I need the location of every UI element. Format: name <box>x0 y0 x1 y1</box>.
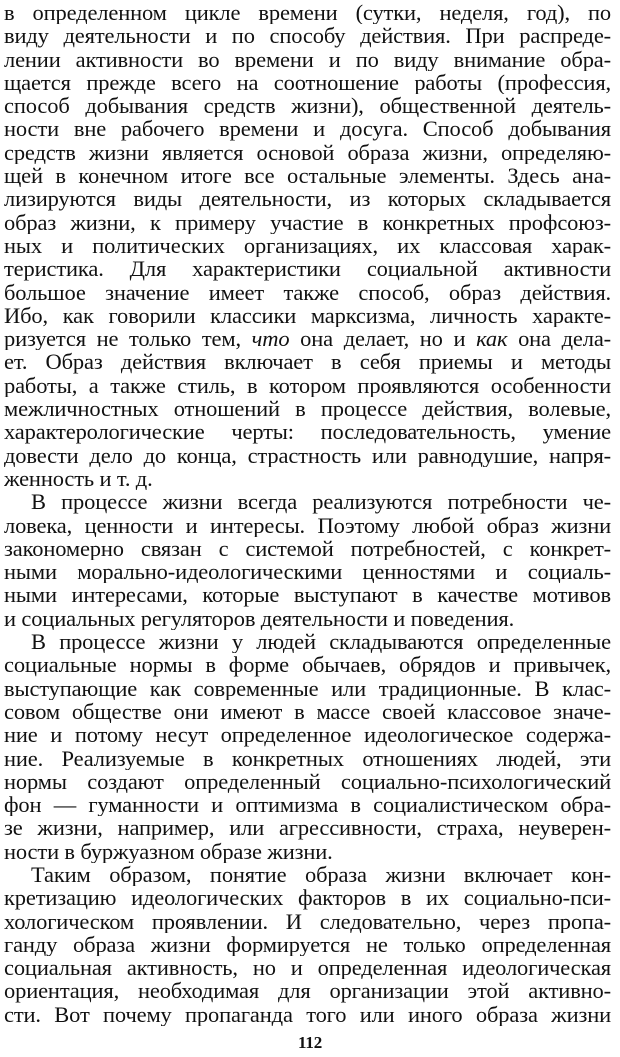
text-line: совом обществе они имеют в массе своей классовое значе- <box>4 699 611 724</box>
text-line: ние и потому несут определенное идеологическое содержа- <box>4 723 611 747</box>
text-line: женность и т. д. <box>4 466 153 491</box>
text-line: щей в конечном итоге все остальные элементы. Здесь ана- <box>4 164 611 188</box>
text-line: ными интересами, которые выступают в качестве мотивов <box>4 583 611 607</box>
text-line: закономерно связан с системой потребностей, с конкрет- <box>4 536 611 561</box>
text-line: фон — гуманности и оптимизма в социалистическом обра- <box>4 793 611 817</box>
text-line: образ жизни, к примеру участие в конкретных профсоюз- <box>4 210 611 234</box>
text-line: способ добывания средств жизни), общественной деятель- <box>4 94 611 118</box>
text-line: кретизацию идеологических факторов в их социально-пси- <box>4 886 611 910</box>
text-line: лении активности во времени и по виду внимание обра- <box>4 47 611 71</box>
text-line: В процессе жизни всегда реализуются потребности че- <box>31 490 611 514</box>
text-line: нормы создают определенный социально-психологический <box>4 769 611 794</box>
page-body-text <box>4 1 611 1026</box>
page-number: 112 <box>297 1033 323 1052</box>
text-line: ловека, ценности и интересы. Поэтому любой образ жизни <box>4 513 611 537</box>
text-line: ности вне рабочего времени и досуга. Способ добывания <box>4 117 611 141</box>
text-line: характерологические черты: последовательность, умение <box>4 420 611 444</box>
text-line: Таким образом, понятие образа жизни включает кон- <box>31 862 611 887</box>
text-line: лизируются виды деятельности, из которых складывается <box>4 187 611 211</box>
text-line: социальная активность, но и определенная идеологическая <box>4 956 611 980</box>
text-line: ности в буржуазном образе жизни. <box>4 839 333 863</box>
paragraph-1 <box>4 1 611 490</box>
text-line: довести дело до конца, страстность или равнодушие, напря- <box>4 443 611 467</box>
paragraph-4 <box>4 863 611 1026</box>
text-line: работы, а также стиль, в котором проявляются особенности <box>4 373 611 398</box>
text-line-with-italics: ризуется не только тем, что она делает, но и как она дела- <box>4 327 611 351</box>
text-line: средств жизни является основой образа жизни, определяю- <box>4 140 611 165</box>
text-line: ние. Реализуемые в конкретных отношениях людей, эти <box>4 746 611 770</box>
paragraph-2 <box>4 490 611 630</box>
text-line: большое значение имеет также способ, образ действия. <box>4 280 611 304</box>
text-line: Ибо, как говорили классики марксизма, личность характе- <box>4 303 611 328</box>
paragraph-3 <box>4 630 611 863</box>
text-line: ными морально-идеологическими ценностями и социаль- <box>4 560 611 584</box>
text-line: ориентация, необходимая для организации этой активно- <box>4 979 611 1003</box>
text-line: виду деятельности и по способу действия. При распреде- <box>4 24 611 48</box>
text-line: щается прежде всего на соотношение работы (профессия, <box>4 70 611 95</box>
text-line: ных и политических организациях, их классовая харак- <box>4 233 611 258</box>
text-line: В процессе жизни у людей складываются определенные <box>31 630 611 654</box>
text-line: хологическом проявлении. И следовательно, через пропа- <box>4 909 611 933</box>
text-line: зе жизни, например, или агрессивности, страха, неуверен- <box>4 816 611 840</box>
text-line: ет. Образ действия включает в себя приемы и методы <box>4 350 611 374</box>
text-line: в определенном цикле времени (сутки, неделя, год), по <box>4 1 611 25</box>
text-line: и социальных регуляторов деятельности и поведения. <box>4 606 515 631</box>
text-line: выступающие как современные или традиционные. В клас- <box>4 676 611 700</box>
text-line: межличностных отношений в процессе действия, волевые, <box>4 397 611 421</box>
text-line: социальные нормы в форме обычаев, обрядов и привычек, <box>4 653 611 677</box>
text-line: теристика. Для характеристики социальной активности <box>4 257 611 281</box>
text-line: сти. Вот почему пропаганда того или иного образа жизни <box>4 1002 611 1027</box>
text-line: ганду образа жизни формируется не только определенная <box>4 932 611 957</box>
